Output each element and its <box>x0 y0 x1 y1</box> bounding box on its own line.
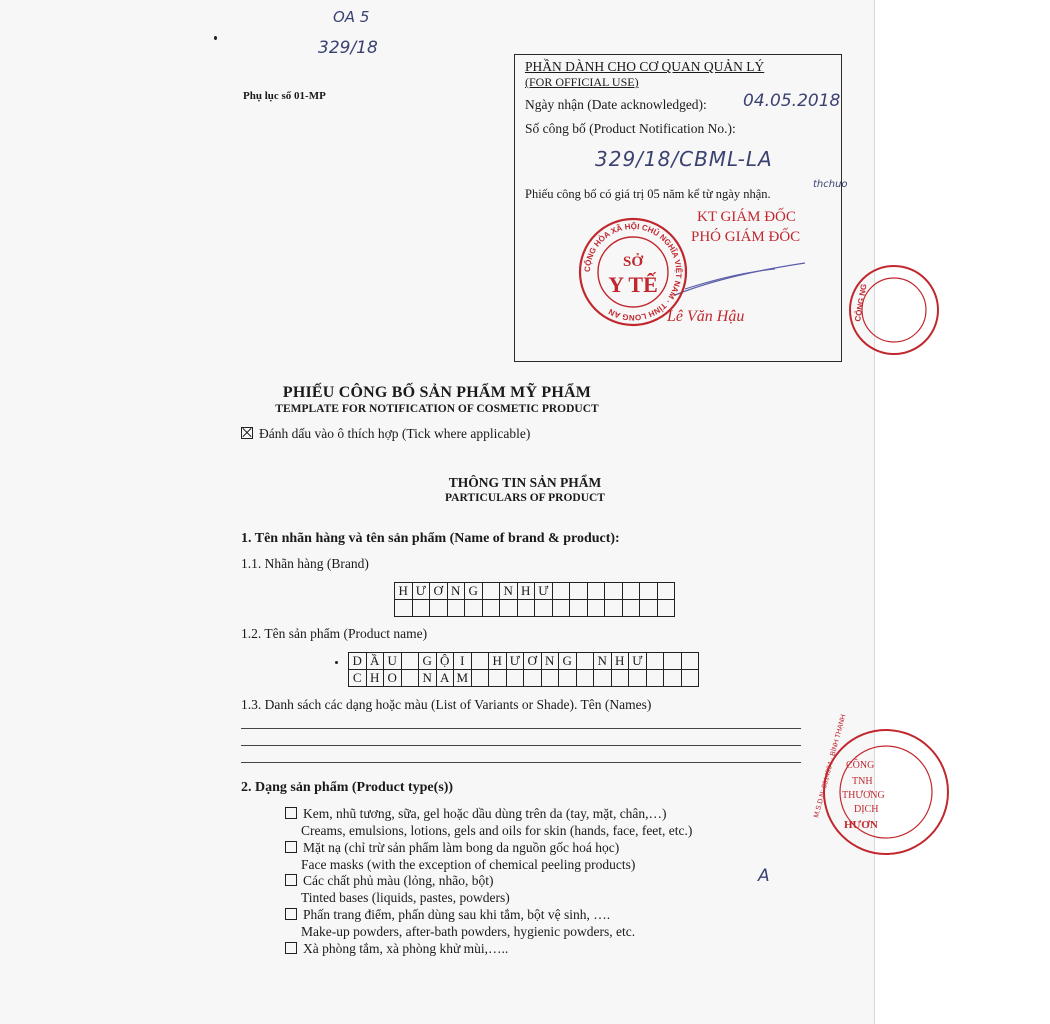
brand-letter-cell[interactable] <box>587 600 605 617</box>
grid-row <box>349 653 699 670</box>
official-stamp <box>577 216 689 328</box>
product-letter-cell[interactable] <box>594 670 612 687</box>
company-line-2: TNH <box>852 776 873 787</box>
grid-row <box>349 670 699 687</box>
brand-letter-cell[interactable] <box>447 600 465 617</box>
product-letter-cell[interactable] <box>471 670 489 687</box>
product-letter-cell[interactable]: Ầ <box>366 653 384 670</box>
edge-stamp-text: CÔNG NG <box>853 283 869 323</box>
product-letter-cell[interactable] <box>576 670 594 687</box>
signer-title-2: PHÓ GIÁM ĐỐC <box>691 229 801 245</box>
product-letter-cell[interactable] <box>664 670 682 687</box>
official-heading-en: (FOR OFFICIAL USE) <box>525 75 639 89</box>
brand-letter-cell[interactable] <box>465 600 483 617</box>
checkbox-icon[interactable] <box>285 841 297 853</box>
brand-letter-cell[interactable]: H <box>517 583 535 600</box>
q1-heading: 1. Tên nhãn hàng và tên sản phẩm (Name of brand & product): <box>241 531 620 546</box>
edge-stamp-fragment <box>846 262 876 362</box>
brand-grid <box>394 582 675 617</box>
stamp-center-2: Y TẾ <box>608 272 658 297</box>
product-letter-cell[interactable] <box>489 670 507 687</box>
checkbox-icon[interactable] <box>285 807 297 819</box>
product-letter-cell[interactable] <box>681 670 699 687</box>
stamp-ring-text: CỘNG HÒA XÃ HỘI CHỦ NGHĨA VIỆT NAM · TỈNH LONG AN <box>582 221 684 323</box>
margin-mark: A <box>758 866 770 886</box>
product-letter-cell[interactable]: G <box>559 653 577 670</box>
brand-letter-cell[interactable] <box>570 600 588 617</box>
date-label: Ngày nhận (Date acknowledged): <box>525 97 707 112</box>
tick-instruction-text: Đánh dấu vào ô thích hợp (Tick where applicable) <box>259 426 531 441</box>
signer-title-1: KT GIÁM ĐỐC <box>697 209 796 225</box>
option-en: Make-up powders, after-bath powders, hygienic powders, etc. <box>301 924 636 939</box>
product-letter-cell[interactable]: M <box>454 670 472 687</box>
product-letter-cell[interactable]: N <box>594 653 612 670</box>
brand-letter-cell[interactable] <box>500 600 518 617</box>
product-letter-cell[interactable] <box>541 670 559 687</box>
product-letter-cell[interactable]: H <box>489 653 507 670</box>
notification-no-label: Số công bố (Product Notification No.): <box>525 121 736 136</box>
checked-box-icon <box>241 427 253 439</box>
product-letter-cell[interactable]: D <box>349 653 367 670</box>
product-letter-cell[interactable]: H <box>611 653 629 670</box>
checkbox-icon[interactable] <box>285 908 297 920</box>
company-line-5: HƯƠN <box>844 819 878 831</box>
brand-letter-cell[interactable] <box>622 600 640 617</box>
brand-letter-cell[interactable] <box>570 583 588 600</box>
grid-row <box>395 583 675 600</box>
company-line-1: CÔNG <box>846 760 875 771</box>
brand-letter-cell[interactable] <box>482 600 500 617</box>
notification-no-value: 329/18/CBML-LA <box>595 147 773 171</box>
tick-instruction <box>241 426 530 442</box>
product-letter-cell[interactable]: H <box>366 670 384 687</box>
brand-letter-cell[interactable] <box>412 600 430 617</box>
brand-letter-cell[interactable] <box>587 583 605 600</box>
validity-initials: thchuo <box>813 179 848 190</box>
product-letter-cell[interactable]: A <box>436 670 454 687</box>
brand-letter-cell[interactable] <box>605 583 623 600</box>
brand-letter-cell[interactable]: N <box>447 583 465 600</box>
signature-name: Lê Văn Hậu <box>667 308 745 325</box>
variants-line-1 <box>241 728 801 729</box>
option-vn: Phấn trang điểm, phấn dùng sau khi tắm, bột vệ sinh, …. <box>303 907 611 922</box>
company-line-3: THƯƠNG <box>842 790 885 801</box>
product-letter-cell[interactable] <box>646 670 664 687</box>
section-title: THÔNG TIN SẢN PHẨM <box>448 475 602 490</box>
product-letter-cell[interactable] <box>471 653 489 670</box>
product-letter-cell[interactable] <box>401 670 419 687</box>
brand-label: 1.1. Nhãn hàng (Brand) <box>241 556 369 571</box>
product-type-option <box>285 840 619 856</box>
company-ring-text: M.S.D.N: 0314994 · BÌNH THẠNH <box>813 713 848 819</box>
bullet-dot <box>335 661 338 664</box>
handwritten-code: OA 5 <box>333 8 370 26</box>
product-letter-cell[interactable] <box>576 653 594 670</box>
company-stamp-fragment <box>806 713 885 858</box>
product-letter-cell[interactable]: U <box>384 653 402 670</box>
handwritten-ref: 329/18 <box>318 38 378 58</box>
product-letter-cell[interactable] <box>664 653 682 670</box>
brand-letter-cell[interactable] <box>657 583 675 600</box>
option-en: Face masks (with the exception of chemical peeling products) <box>301 857 636 872</box>
company-line-4: DỊCH <box>854 804 879 815</box>
product-letter-cell[interactable]: Ơ <box>524 653 542 670</box>
option-en: Tinted bases (liquids, pastes, powders) <box>301 890 510 905</box>
brand-letter-cell[interactable] <box>622 583 640 600</box>
brand-letter-cell[interactable] <box>640 600 658 617</box>
brand-letter-cell[interactable] <box>395 600 413 617</box>
product-name-label: 1.2. Tên sản phẩm (Product name) <box>241 626 428 641</box>
product-letter-cell[interactable] <box>401 653 419 670</box>
product-letter-cell[interactable]: I <box>454 653 472 670</box>
product-letter-cell[interactable]: N <box>541 653 559 670</box>
product-letter-cell[interactable]: C <box>349 670 367 687</box>
product-letter-cell[interactable]: O <box>384 670 402 687</box>
product-letter-cell[interactable] <box>524 670 542 687</box>
product-name-grid <box>348 652 699 687</box>
variants-line-2 <box>241 745 801 746</box>
validity-text: Phiếu công bố có giá trị 05 năm kể từ ngày nhận. <box>525 187 771 201</box>
product-letter-cell[interactable]: G <box>419 653 437 670</box>
brand-letter-cell[interactable] <box>605 600 623 617</box>
appendix-label: Phụ lục số 01-MP <box>243 90 326 102</box>
option-vn: Xà phòng tắm, xà phòng khử mùi,….. <box>303 941 509 956</box>
brand-letter-cell[interactable]: Ư <box>535 583 553 600</box>
q2-heading: 2. Dạng sản phẩm (Product type(s)) <box>241 780 454 795</box>
brand-letter-cell[interactable] <box>430 600 448 617</box>
brand-letter-cell[interactable] <box>552 583 570 600</box>
date-value: 04.05.2018 <box>743 91 841 111</box>
product-letter-cell[interactable] <box>506 670 524 687</box>
page-title: PHIẾU CÔNG BỐ SẢN PHẨM MỸ PHẨM <box>282 384 592 401</box>
product-letter-cell[interactable] <box>559 670 577 687</box>
option-vn: Kem, nhũ tương, sữa, gel hoặc dầu dùng trên da (tay, mặt, chân,…) <box>303 806 667 821</box>
product-letter-cell[interactable] <box>646 653 664 670</box>
option-en: Creams, emulsions, lotions, gels and oils for skin (hands, face, feet, etc.) <box>301 823 693 838</box>
official-heading: PHẦN DÀNH CHO CƠ QUAN QUẢN LÝ <box>525 59 765 74</box>
brand-letter-cell[interactable]: H <box>395 583 413 600</box>
checkbox-icon[interactable] <box>285 942 297 954</box>
brand-letter-cell[interactable] <box>657 600 675 617</box>
product-type-option <box>285 806 667 822</box>
brand-letter-cell[interactable] <box>517 600 535 617</box>
page-edge <box>874 0 875 1024</box>
product-type-option <box>285 873 493 889</box>
variants-label: 1.3. Danh sách các dạng hoặc màu (List of Variants or Shade). Tên (Names) <box>241 697 652 712</box>
option-vn: Mặt nạ (chỉ trừ sản phẩm làm bong da nguồn gốc hoá học) <box>303 840 620 855</box>
product-letter-cell[interactable]: Ư <box>629 653 647 670</box>
page-title-en: TEMPLATE FOR NOTIFICATION OF COSMETIC PRODUCT <box>275 403 599 415</box>
variants-line-3 <box>241 762 801 763</box>
grid-row <box>395 600 675 617</box>
ink-dot <box>214 36 217 40</box>
brand-letter-cell[interactable] <box>640 583 658 600</box>
brand-letter-cell[interactable]: G <box>465 583 483 600</box>
product-letter-cell[interactable] <box>611 670 629 687</box>
brand-letter-cell[interactable] <box>482 583 500 600</box>
brand-letter-cell[interactable] <box>535 600 553 617</box>
product-letter-cell[interactable]: Ư <box>506 653 524 670</box>
product-type-option <box>285 907 610 923</box>
product-letter-cell[interactable]: Ộ <box>436 653 454 670</box>
product-letter-cell[interactable] <box>681 653 699 670</box>
brand-letter-cell[interactable]: Ư <box>412 583 430 600</box>
brand-letter-cell[interactable]: N <box>500 583 518 600</box>
brand-letter-cell[interactable] <box>552 600 570 617</box>
option-vn: Các chất phủ màu (lỏng, nhão, bột) <box>303 873 494 888</box>
checkbox-icon[interactable] <box>285 874 297 886</box>
product-letter-cell[interactable]: N <box>419 670 437 687</box>
brand-letter-cell[interactable]: Ơ <box>430 583 448 600</box>
stamp-center-1: SỞ <box>622 254 644 270</box>
product-type-option <box>285 941 508 957</box>
section-title-en: PARTICULARS OF PRODUCT <box>445 492 605 504</box>
product-letter-cell[interactable] <box>629 670 647 687</box>
